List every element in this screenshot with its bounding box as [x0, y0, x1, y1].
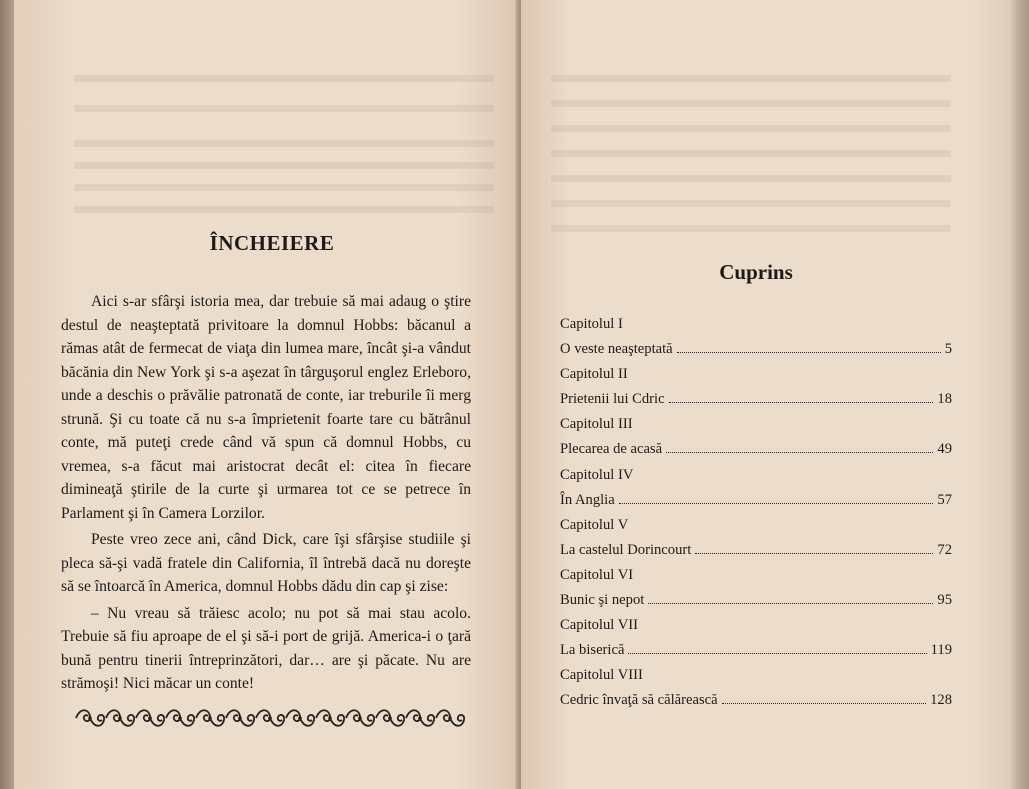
- paragraph: Aici s-ar sfârşi istoria mea, dar trebuie să mai adaug o ştire destul de neaşteptată privitoare la domnul Hobbs: băcanul a rămas atât de fermecat de viaţa din lumea mare, încât şi-a vândut băcănia din New York şi s-a aşezat în târguşorul englez Erleboro, unde a deschis o prăvălie patronată de conte, iar treburile îi merg strună. Şi cu toate că nu s-a împrietenit foarte tare cu bătrânul conte, mă puteţi crede când vă spun că domnul Hobbs, cu vremea, s-a făcut mai aristocrat decât el: citea în fiecare dimineaţă ştirile de la curte şi urmarea tot ce se petrece în Parlament şi în Camera Lorzilor.: [61, 293, 471, 522]
- toc-entry-title: Cedric învaţă să călărească: [560, 692, 718, 709]
- bleed-through-line: [74, 206, 494, 213]
- toc-entry[interactable]: [560, 588, 952, 613]
- toc-entry-title: Prietenii lui Cdric: [560, 391, 665, 408]
- toc-entry[interactable]: [560, 387, 952, 412]
- toc-entry-title: În Anglia: [560, 491, 615, 508]
- book-edge-right: [1011, 0, 1029, 789]
- toc-entry[interactable]: [560, 437, 952, 462]
- toc-page-number: 72: [937, 541, 952, 558]
- bleed-through-line: [74, 184, 494, 191]
- bleed-through-line: [74, 105, 494, 112]
- toc-chapter-label: Capitolul IV: [560, 466, 634, 483]
- chapter-title: ÎNCHEIERE: [209, 231, 335, 255]
- leader-dots: [619, 502, 934, 504]
- toc-page-number: 5: [944, 341, 952, 358]
- toc-entry-title: O veste neaşteptată: [560, 341, 673, 358]
- bleed-through-line: [551, 175, 951, 182]
- toc-chapter-label: Capitolul III: [560, 416, 633, 433]
- leader-dots: [677, 351, 941, 353]
- bleed-through-line: [551, 200, 951, 207]
- paragraph: Peste vreo zece ani, când Dick, care îşi sfârşise studiile şi pleca să-şi vadă fratele din California, îl întrebă dacă nu doreşte să se întoarcă în America, domnul Hobbs dădu din cap şi zise:: [61, 531, 471, 595]
- toc-page-number: 95: [937, 592, 952, 609]
- book-edge-left: [0, 0, 14, 789]
- toc-page-number: 128: [930, 692, 952, 709]
- toc-page-number: 57: [937, 491, 952, 508]
- toc-entry[interactable]: [560, 337, 952, 362]
- toc-page-number: 18: [937, 391, 952, 408]
- table-of-contents: [560, 312, 952, 714]
- toc-entry[interactable]: [560, 638, 952, 663]
- toc-entry-title: Plecarea de acasă: [560, 441, 663, 458]
- paragraph: – Nu vreau să trăiesc acolo; nu pot să mai stau acolo. Trebuie să fiu aproape de el şi să-i port de grijă. America-i o ţară bună pentru tinerii întreprinzători, dar… are şi păcate. Nu are strămoşi! Nici măcar un conte!: [61, 604, 471, 692]
- toc-entry[interactable]: [560, 688, 952, 713]
- toc-entry-title: La castelul Dorincourt: [560, 541, 692, 558]
- toc-chapter-label: Capitolul VII: [560, 617, 638, 634]
- toc-chapter-label: Capitolul V: [560, 516, 629, 533]
- bleed-through-line: [551, 100, 951, 107]
- toc-chapter-label: Capitolul II: [560, 366, 628, 383]
- toc-entry[interactable]: [560, 488, 952, 513]
- leader-dots: [648, 602, 933, 604]
- bleed-through-line: [551, 75, 951, 82]
- toc-title: Cuprins: [719, 260, 793, 284]
- toc-page-number: 119: [930, 642, 952, 659]
- leader-dots: [669, 401, 934, 403]
- bleed-through-line: [74, 140, 494, 147]
- bleed-through-line: [74, 162, 494, 169]
- toc-chapter-label: Capitolul I: [560, 316, 623, 332]
- bleed-through-line: [551, 225, 951, 232]
- toc-entry-title: La biserică: [560, 642, 625, 659]
- leader-dots: [722, 702, 927, 704]
- toc-entry[interactable]: [560, 538, 952, 563]
- bleed-through-line: [74, 75, 494, 82]
- closing-text: [61, 290, 471, 696]
- toc-chapter-label: Capitolul VI: [560, 566, 634, 583]
- toc-entry-title: Bunic şi nepot: [560, 592, 645, 609]
- leader-dots: [666, 451, 933, 453]
- leader-dots: [628, 652, 926, 654]
- leader-dots: [695, 552, 933, 554]
- bleed-through-line: [551, 150, 951, 157]
- decorative-ornament-border: [74, 706, 474, 730]
- toc-chapter-label: Capitolul VIII: [560, 667, 643, 684]
- toc-page-number: 49: [937, 441, 952, 458]
- bleed-through-line: [551, 125, 951, 132]
